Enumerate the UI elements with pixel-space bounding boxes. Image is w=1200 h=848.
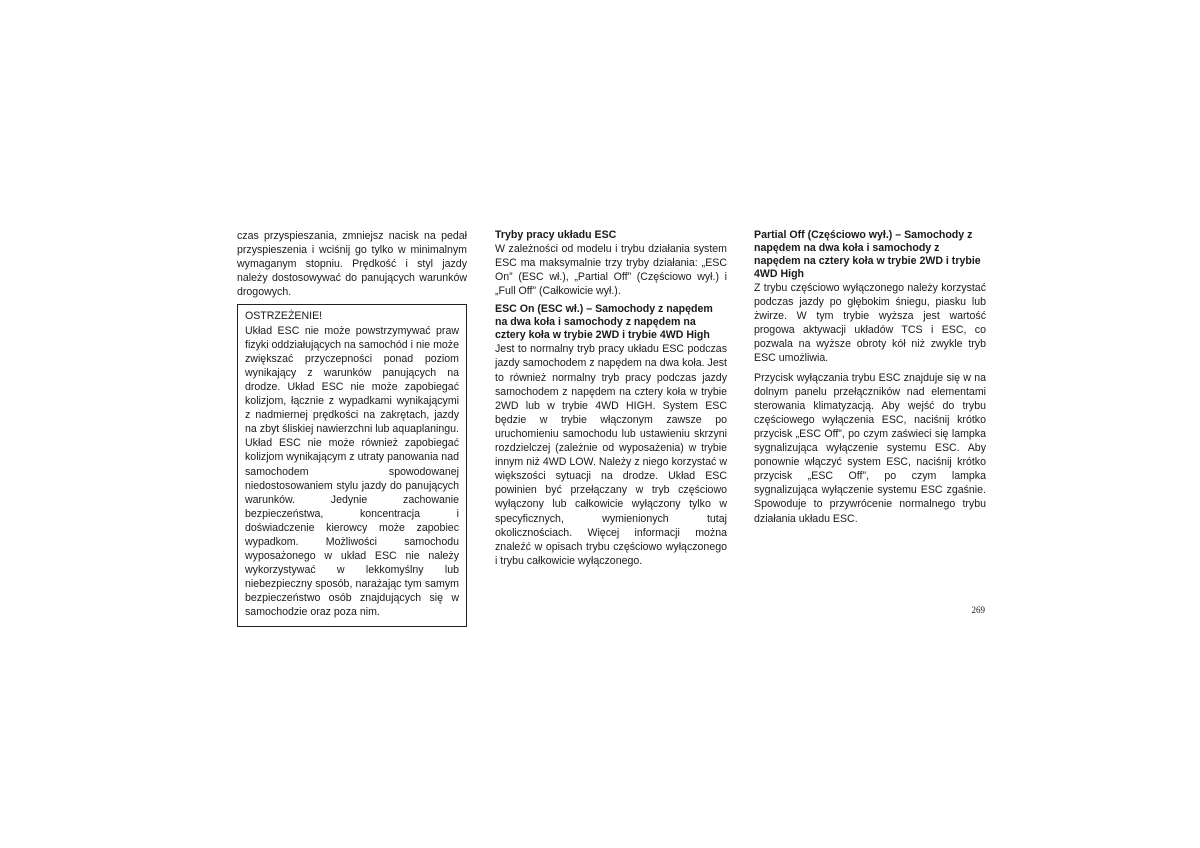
warning-title: OSTRZEŻENIE!	[245, 310, 323, 323]
section-heading-partial-off: Partial Off (Częściowo wył.) – Samochody z napędem na dwa koła i samochody z napędem na cztery koła w trybie 2WD i trybie 4WD High	[754, 229, 981, 280]
esc-off-button-paragraph: Przycisk wyłączania trybu ESC znajduje się w na dolnym panelu przełączników nad elementami sterowania klimatyzacją. Aby wejść do trybu częściowego wyłączenia ESC, naciśnij krótko przycisk „ESC Off”, po czym zaświeci się lampka sygnalizująca wyłączenie systemu ESC. Aby ponownie włączyć system ESC, naciśnij krótko przycisk „ESC Off”, po czym lampka sygnalizująca wyłączenie systemu ESC zgaśnie. Spowoduje to przywrócenie normalnego trybu działania układu ESC.	[754, 371, 986, 525]
partial-off-paragraph: Z trybu częściowo wyłączonego należy korzystać podczas jazdy po głębokim śniegu, piasku lub żwirze. W tym trybie wyższa jest wartość progowa aktywacji układów TCS i ESC, co pozwala na wyższe obroty kół niż zwykle tryb ESC umożliwia.	[754, 282, 986, 365]
intro-paragraph: czas przyspieszania, zmniejsz nacisk na pedał przyspieszenia i wciśnij go tylko w minimalnym wymaganym stopniu. Prędkość i styl jazdy należy dostosowywać do panujących warunków drogowych.	[237, 230, 467, 299]
section-heading-modes: Tryby pracy układu ESC	[495, 229, 617, 241]
esc-on-paragraph: Jest to normalny tryb pracy układu ESC podczas jazdy samochodem z napędem na dwa koła. Jest to również normalny tryb pracy podczas jazdy samochodem z napędem na cztery koła w trybie 2WD lub w trybie 4WD HIGH. System ESC będzie w trybie włączonym zawsze po uruchomieniu samochodu lub ustawieniu skrzyni rozdzielczej (zależnie od wyposażenia) w trybie innym niż 4WD LOW. Należy z niego korzystać w większości sytuacji na drodze. Układ ESC powinien być przełączany w tryb częściowo wyłączony lub całkowicie wyłączony tylko w specyficznych, wymienionych tutaj okolicznościach. Więcej informacji można znaleźć w opisach trybu częściowo wyłączonego i trybu całkowicie wyłączonego.	[495, 343, 727, 567]
column-right	[754, 229, 986, 526]
page-number: 269	[971, 605, 985, 615]
column-middle	[495, 229, 727, 568]
warning-box	[237, 304, 467, 626]
warning-body: Układ ESC nie może powstrzymywać praw fizyki oddziałujących na samochód i nie może zwiększać przyczepności ponad poziom wynikający z warunków panujących na drodze. Układ ESC nie może zapobiegać kolizjom, łącznie z wypadkami wynikającymi z nadmiernej prędkości na zakrętach, jazdy na zbyt śliskiej nawierzchni lub aquaplaningu. Układ ESC nie może również zapobiegać kolizjom wynikającym z utraty panowania nad samochodem spowodowanej niedostosowaniem stylu jazdy do panujących warunków. Jedynie zachowanie bezpieczeństwa, koncentracja i doświadczenie kierowcy może zapobiec wypadkom. Możliwości samochodu wyposażonego w układ ESC nie należy wykorzystywać w lekkomyślny lub niebezpieczny sposób, narażając tym samym bezpieczeństwo osób znajdujących się w samochodzie oraz poza nim.	[245, 324, 459, 619]
column-left	[237, 229, 467, 627]
section-heading-esc-on: ESC On (ESC wł.) – Samochody z napędem na dwa koła i samochody z napędem na cztery koła w trybie 2WD i trybie 4WD High	[495, 303, 713, 342]
modes-paragraph: W zależności od modelu i trybu działania system ESC ma maksymalnie trzy tryby działania: „ESC On” (ESC wł.), „Partial Off” (Częściowo wył.) i „Full Off” (Całkowicie wył.).	[495, 243, 727, 298]
